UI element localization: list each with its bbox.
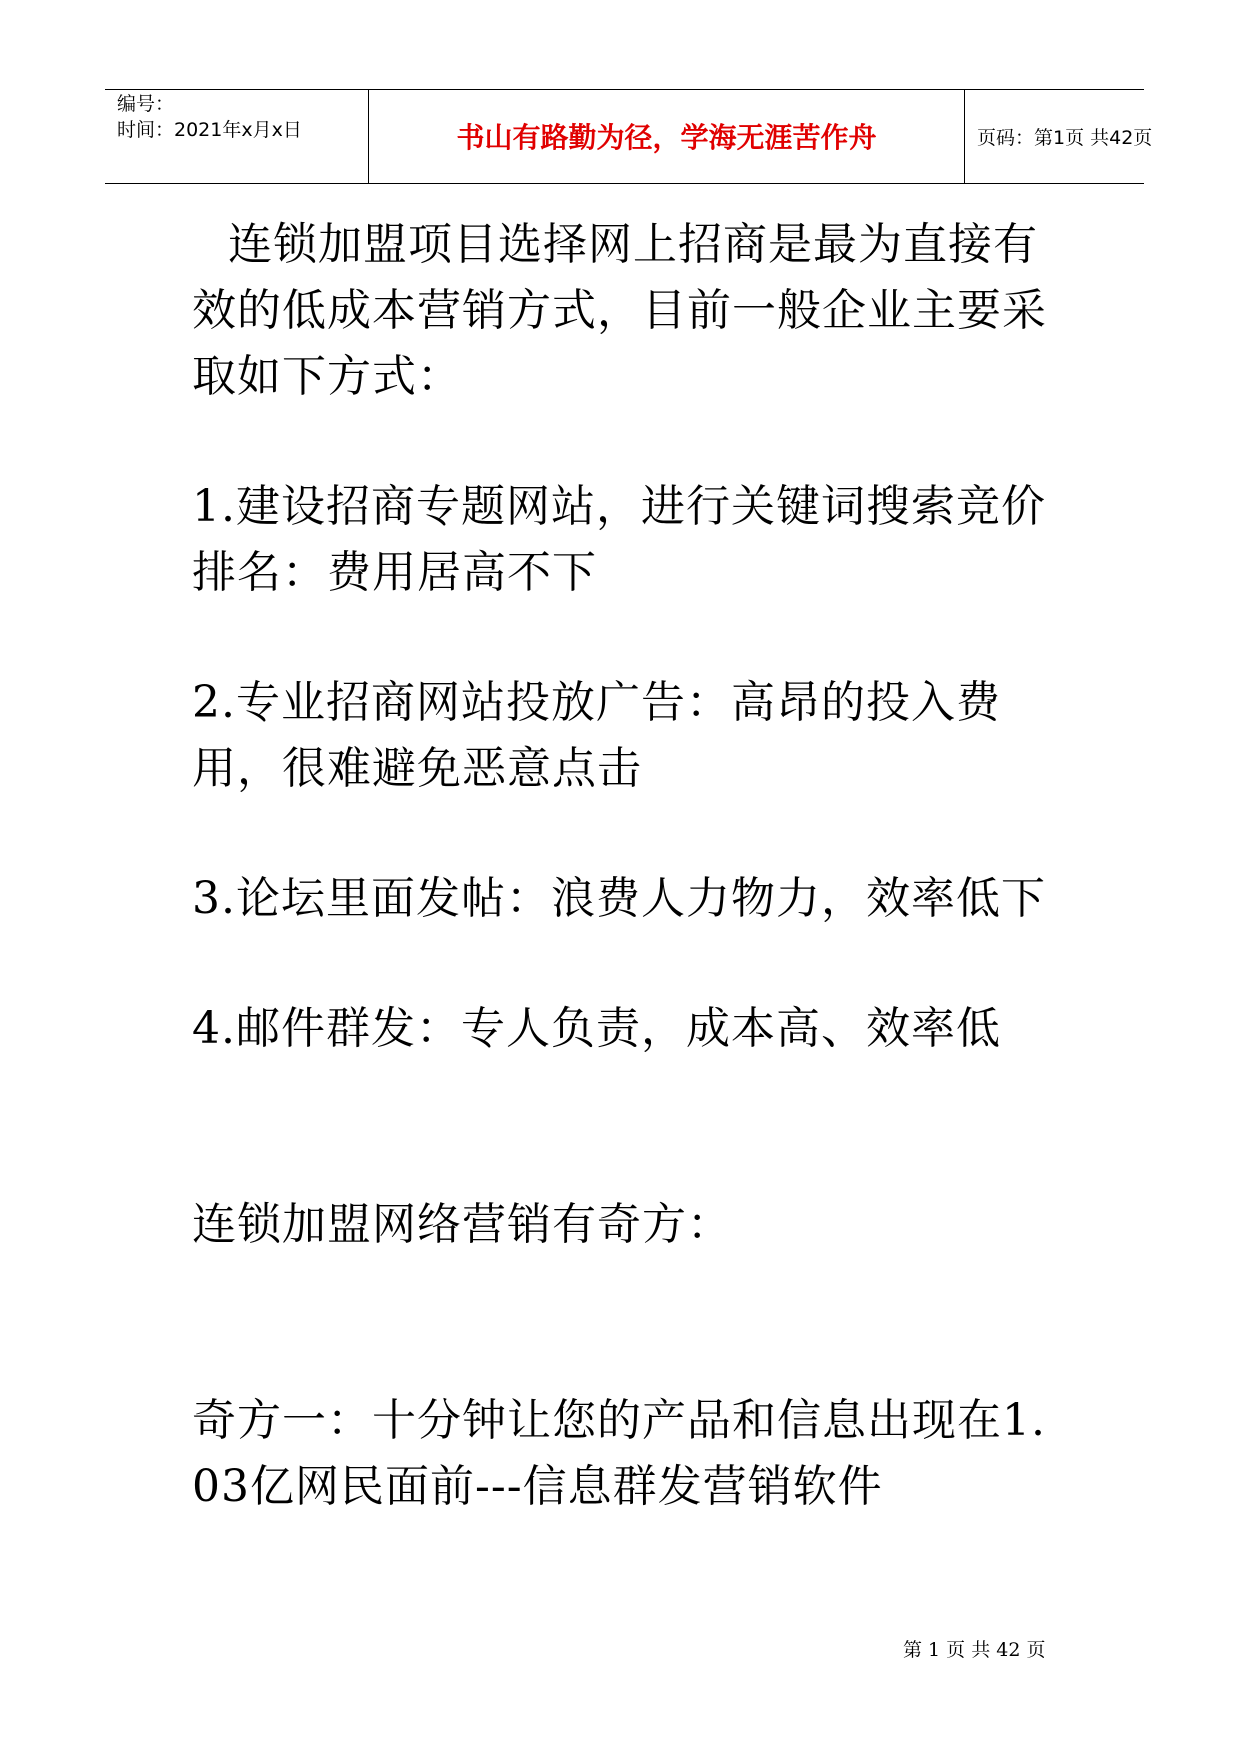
list-item: 3.论坛里面发帖：浪费人力物力，效率低下 (192, 873, 1046, 924)
time-label: 时间：2021年x月x日 (117, 119, 302, 141)
header-page-code: 页码：第1页 共42页 (977, 127, 1153, 149)
header-motto: 书山有路勤为径，学海无涯苦作舟 (456, 121, 877, 154)
list-item: 2.专业招商网站投放广告：高昂的投入费用，很难避免恶意点击 (192, 677, 1001, 794)
serial-number-label: 编号： (117, 93, 175, 115)
list-item: 4.邮件群发：专人负责，成本高、效率低 (192, 1003, 1001, 1054)
intro-paragraph: 连锁加盟项目选择网上招商是最为直接有效的低成本营销方式，目前一般企业主要采取如下方式： (192, 219, 1047, 402)
document-body (192, 212, 1072, 1520)
page-footer: 第 1 页 共 42 页 (903, 1639, 1046, 1661)
list-item: 1.建设招商专题网站，进行关键词搜索竞价排名：费用居高不下 (192, 481, 1046, 598)
method-one-paragraph: 奇方一：十分钟让您的产品和信息出现在1.03亿网民面前---信息群发营销软件 (192, 1395, 1046, 1512)
document-header (105, 89, 1153, 184)
section-title: 连锁加盟网络营销有奇方： (192, 1199, 732, 1250)
header-page-cell (965, 90, 1153, 183)
header-meta-cell (105, 90, 369, 183)
header-motto-cell (369, 90, 965, 183)
